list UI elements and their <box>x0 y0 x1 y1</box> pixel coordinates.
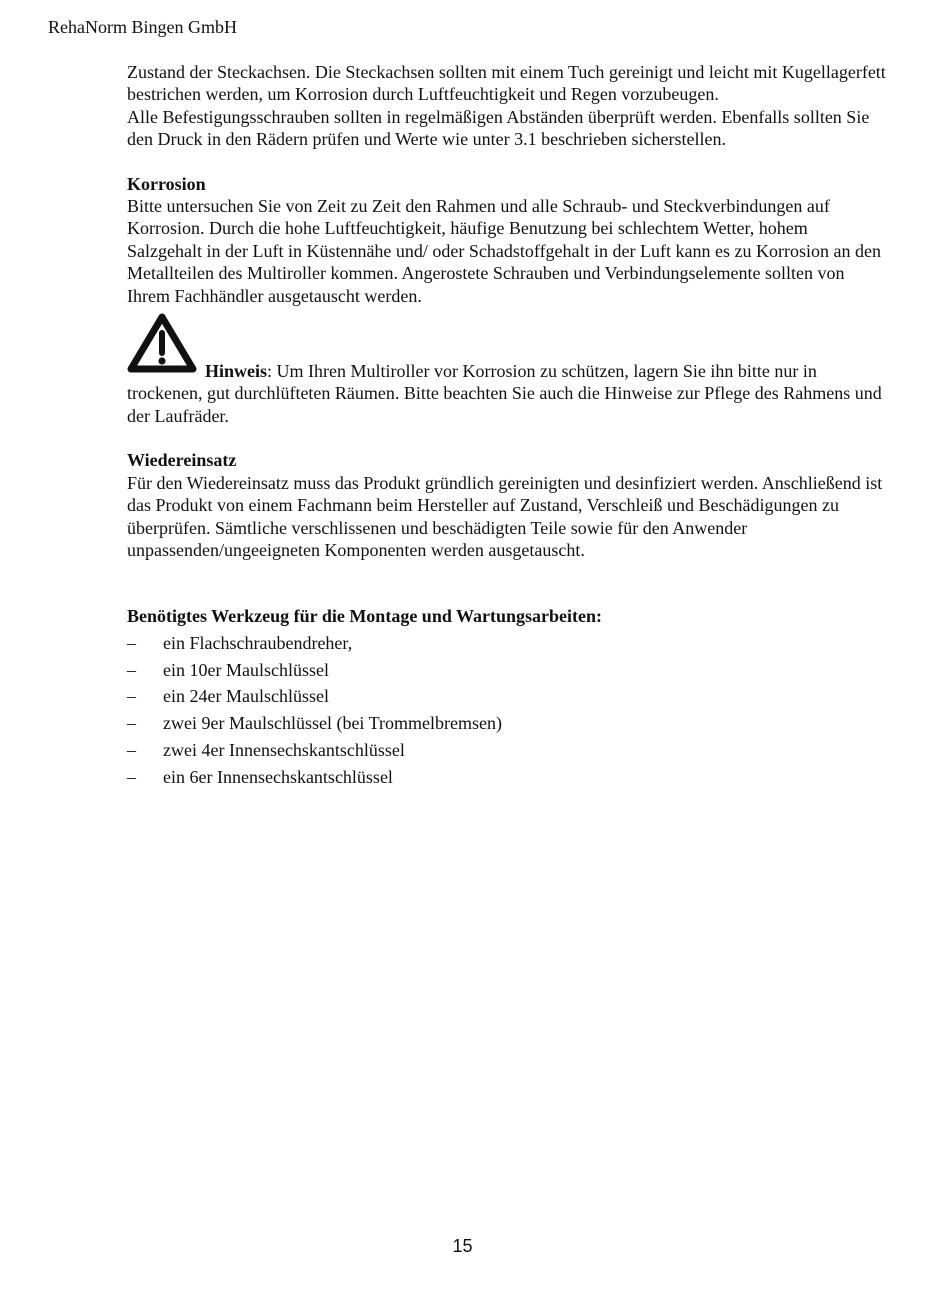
list-item: – zwei 9er Maulschlüssel (bei Trommelbremsen) <box>127 710 887 737</box>
intro-paragraph-1: Zustand der Steckachsen. Die Steckachsen sollten mit einem Tuch gereinigt und leicht mit Kugellagerfett bestrichen werden, um Korrosion durch Luftfeuchtigkeit und Regen vorzubeugen. <box>127 62 886 105</box>
list-item: – ein 24er Maulschlüssel <box>127 683 887 710</box>
hinweis-body: : Um Ihren Multiroller vor Korrosion zu schützen, lagern Sie ihn bitte nur in trockenen, gut durchlüfteten Räumen. Bitte beachten Sie auch die Hinweise zur Pflege des Rahmens und der Laufräder. <box>127 361 882 426</box>
list-item: – ein Flachschraubendreher, <box>127 630 887 657</box>
list-bullet: – <box>127 713 136 734</box>
wiedereinsatz-heading: Wiedereinsatz <box>127 450 237 471</box>
list-item: – ein 6er Innensechskantschlüssel <box>127 764 887 791</box>
document-body <box>127 61 887 791</box>
intro-paragraph-2: Alle Befestigungsschrauben sollten in regelmäßigen Abständen überprüft werden. Ebenfalls sollten Sie den Druck in den Rädern prüfen und Werte wie unter 3.1 beschrieben sicherstellen. <box>127 106 870 150</box>
hinweis-paragraph <box>127 360 887 427</box>
korrosion-paragraph: Bitte untersuchen Sie von Zeit zu Zeit den Rahmen und alle Schraub- und Steckverbindungen auf Korrosion. Durch die hohe Luftfeuchtigkeit, häufige Benutzung bei schlechtem Wetter, hohem Salzgehalt in der Luft in Küstennähe und/ oder Schadstoffgehalt in der Luft kann es zu Korrosion an den Metallteilen des Multiroller kommen. Angerostete Schrauben und Verbindungselemente sollten von Ihrem Fachhändler ausgetauscht werden. <box>127 196 881 306</box>
hinweis-notice <box>127 313 887 427</box>
tools-heading: Benötigtes Werkzeug für die Montage und Wartungsarbeiten: <box>127 606 603 627</box>
list-bullet: – <box>127 686 136 707</box>
korrosion-heading: Korrosion <box>127 173 206 194</box>
list-bullet: – <box>127 632 136 653</box>
list-item: – ein 10er Maulschlüssel <box>127 657 887 684</box>
company-header: RehaNorm Bingen GmbH <box>48 17 237 37</box>
wiedereinsatz-paragraph: Für den Wiedereinsatz muss das Produkt gründlich gereinigten und desinfiziert werden. Anschließend ist das Produkt von einem Fachmann beim Hersteller auf Zustand, Verschleiß und Beschädigungen zu überprüfen. Sämtliche verschlissenen und beschädigten Teile sowie für den Anwender unpassenden/ungeeigneten Komponenten werden ausgetauscht. <box>127 472 883 560</box>
list-bullet: – <box>127 739 136 760</box>
list-item: – zwei 4er Innensechskantschlüssel <box>127 737 887 764</box>
tools-list <box>127 630 887 791</box>
list-bullet: – <box>127 766 136 787</box>
list-bullet: – <box>127 659 136 680</box>
page-number: 15 <box>452 1236 473 1256</box>
hinweis-label: Hinweis <box>205 361 268 382</box>
